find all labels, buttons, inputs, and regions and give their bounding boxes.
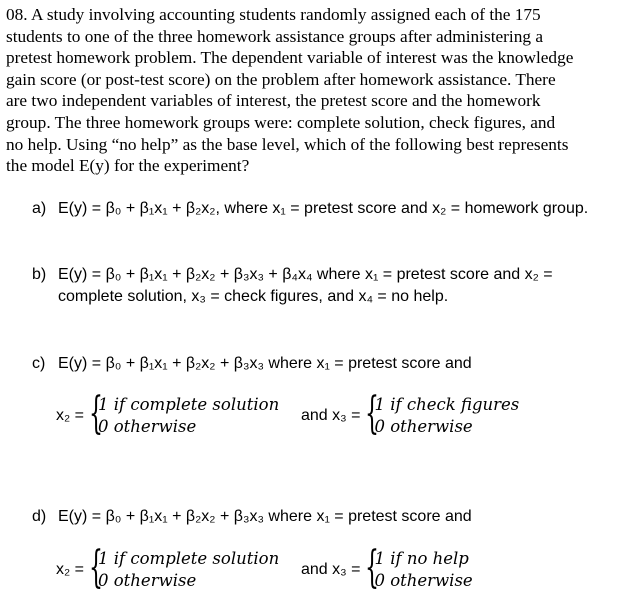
option-c-x2-definition <box>56 388 280 439</box>
option-a-label: a) <box>32 200 47 217</box>
question-line: gain score (or post-test score) on the problem after homework assistance. There <box>6 69 556 89</box>
option-b-line2: complete solution, x₃ = check figures, and x₄ = no help. <box>58 288 449 305</box>
option-d-x2-case2: 0 otherwise <box>98 571 197 590</box>
option-c-x2-case1: 1 if complete solution <box>98 395 280 414</box>
left-brace-icon: { <box>89 388 103 439</box>
question-line: are two independent variables of interest, the pretest score and the homework <box>6 91 541 111</box>
option-c-x3-definition <box>301 388 520 439</box>
option-d-text: E(y) = β₀ + β₁x₁ + β₂x₂ + β₃x₃ where x₁ = pretest score and <box>58 508 472 525</box>
option-d-x3-definition <box>301 542 473 593</box>
option-c-x2-case2: 0 otherwise <box>98 417 197 436</box>
left-brace-icon: { <box>89 542 103 593</box>
option-c-x3-case1: 1 if check figures <box>374 395 520 414</box>
option-c-x2-label: x₂ = <box>56 407 84 424</box>
left-brace-icon: { <box>365 388 380 439</box>
option-d-x2-case1: 1 if complete solution <box>98 549 280 568</box>
option-c-x3-case2: 0 otherwise <box>374 417 473 436</box>
option-b[interactable] <box>32 264 553 308</box>
option-b-line1: E(y) = β₀ + β₁x₁ + β₂x₂ + β₃x₃ + β₄x₄ where x₁ = pretest score and x₂ = <box>58 266 553 283</box>
question-line: 08. A study involving accounting students randomly assigned each of the 175 <box>6 5 541 24</box>
option-d-x3-case2: 0 otherwise <box>374 571 473 590</box>
left-brace-icon: { <box>365 542 380 593</box>
question-stem <box>6 4 630 177</box>
option-d[interactable] <box>32 506 472 528</box>
option-c-text: E(y) = β₀ + β₁x₁ + β₂x₂ + β₃x₃ where x₁ = pretest score and <box>58 355 472 372</box>
option-d-x3-case1: 1 if no help <box>374 549 469 568</box>
question-line: pretest homework problem. The dependent variable of interest was the knowledge <box>6 48 574 68</box>
option-d-label: d) <box>32 508 47 525</box>
question-line: the model E(y) for the experiment? <box>6 156 250 176</box>
option-d-x3-label: and x₃ = <box>301 561 361 578</box>
option-a-text: E(y) = β₀ + β₁x₁ + β₂x₂, where x₁ = pretest score and x₂ = homework group. <box>58 200 589 217</box>
option-c-label: c) <box>32 355 46 372</box>
option-a[interactable] <box>32 198 588 220</box>
option-d-x2-label: x₂ = <box>56 561 84 578</box>
question-line: group. The three homework groups were: complete solution, check figures, and <box>6 112 556 132</box>
option-c[interactable] <box>32 353 472 375</box>
question-line: no help. Using “no help” as the base level, which of the following best represents <box>6 134 569 154</box>
option-d-x2-definition <box>56 542 280 593</box>
option-c-x3-label: and x₃ = <box>301 407 361 424</box>
option-b-label: b) <box>32 266 47 283</box>
question-line: students to one of the three homework assistance groups after administering a <box>6 26 544 46</box>
